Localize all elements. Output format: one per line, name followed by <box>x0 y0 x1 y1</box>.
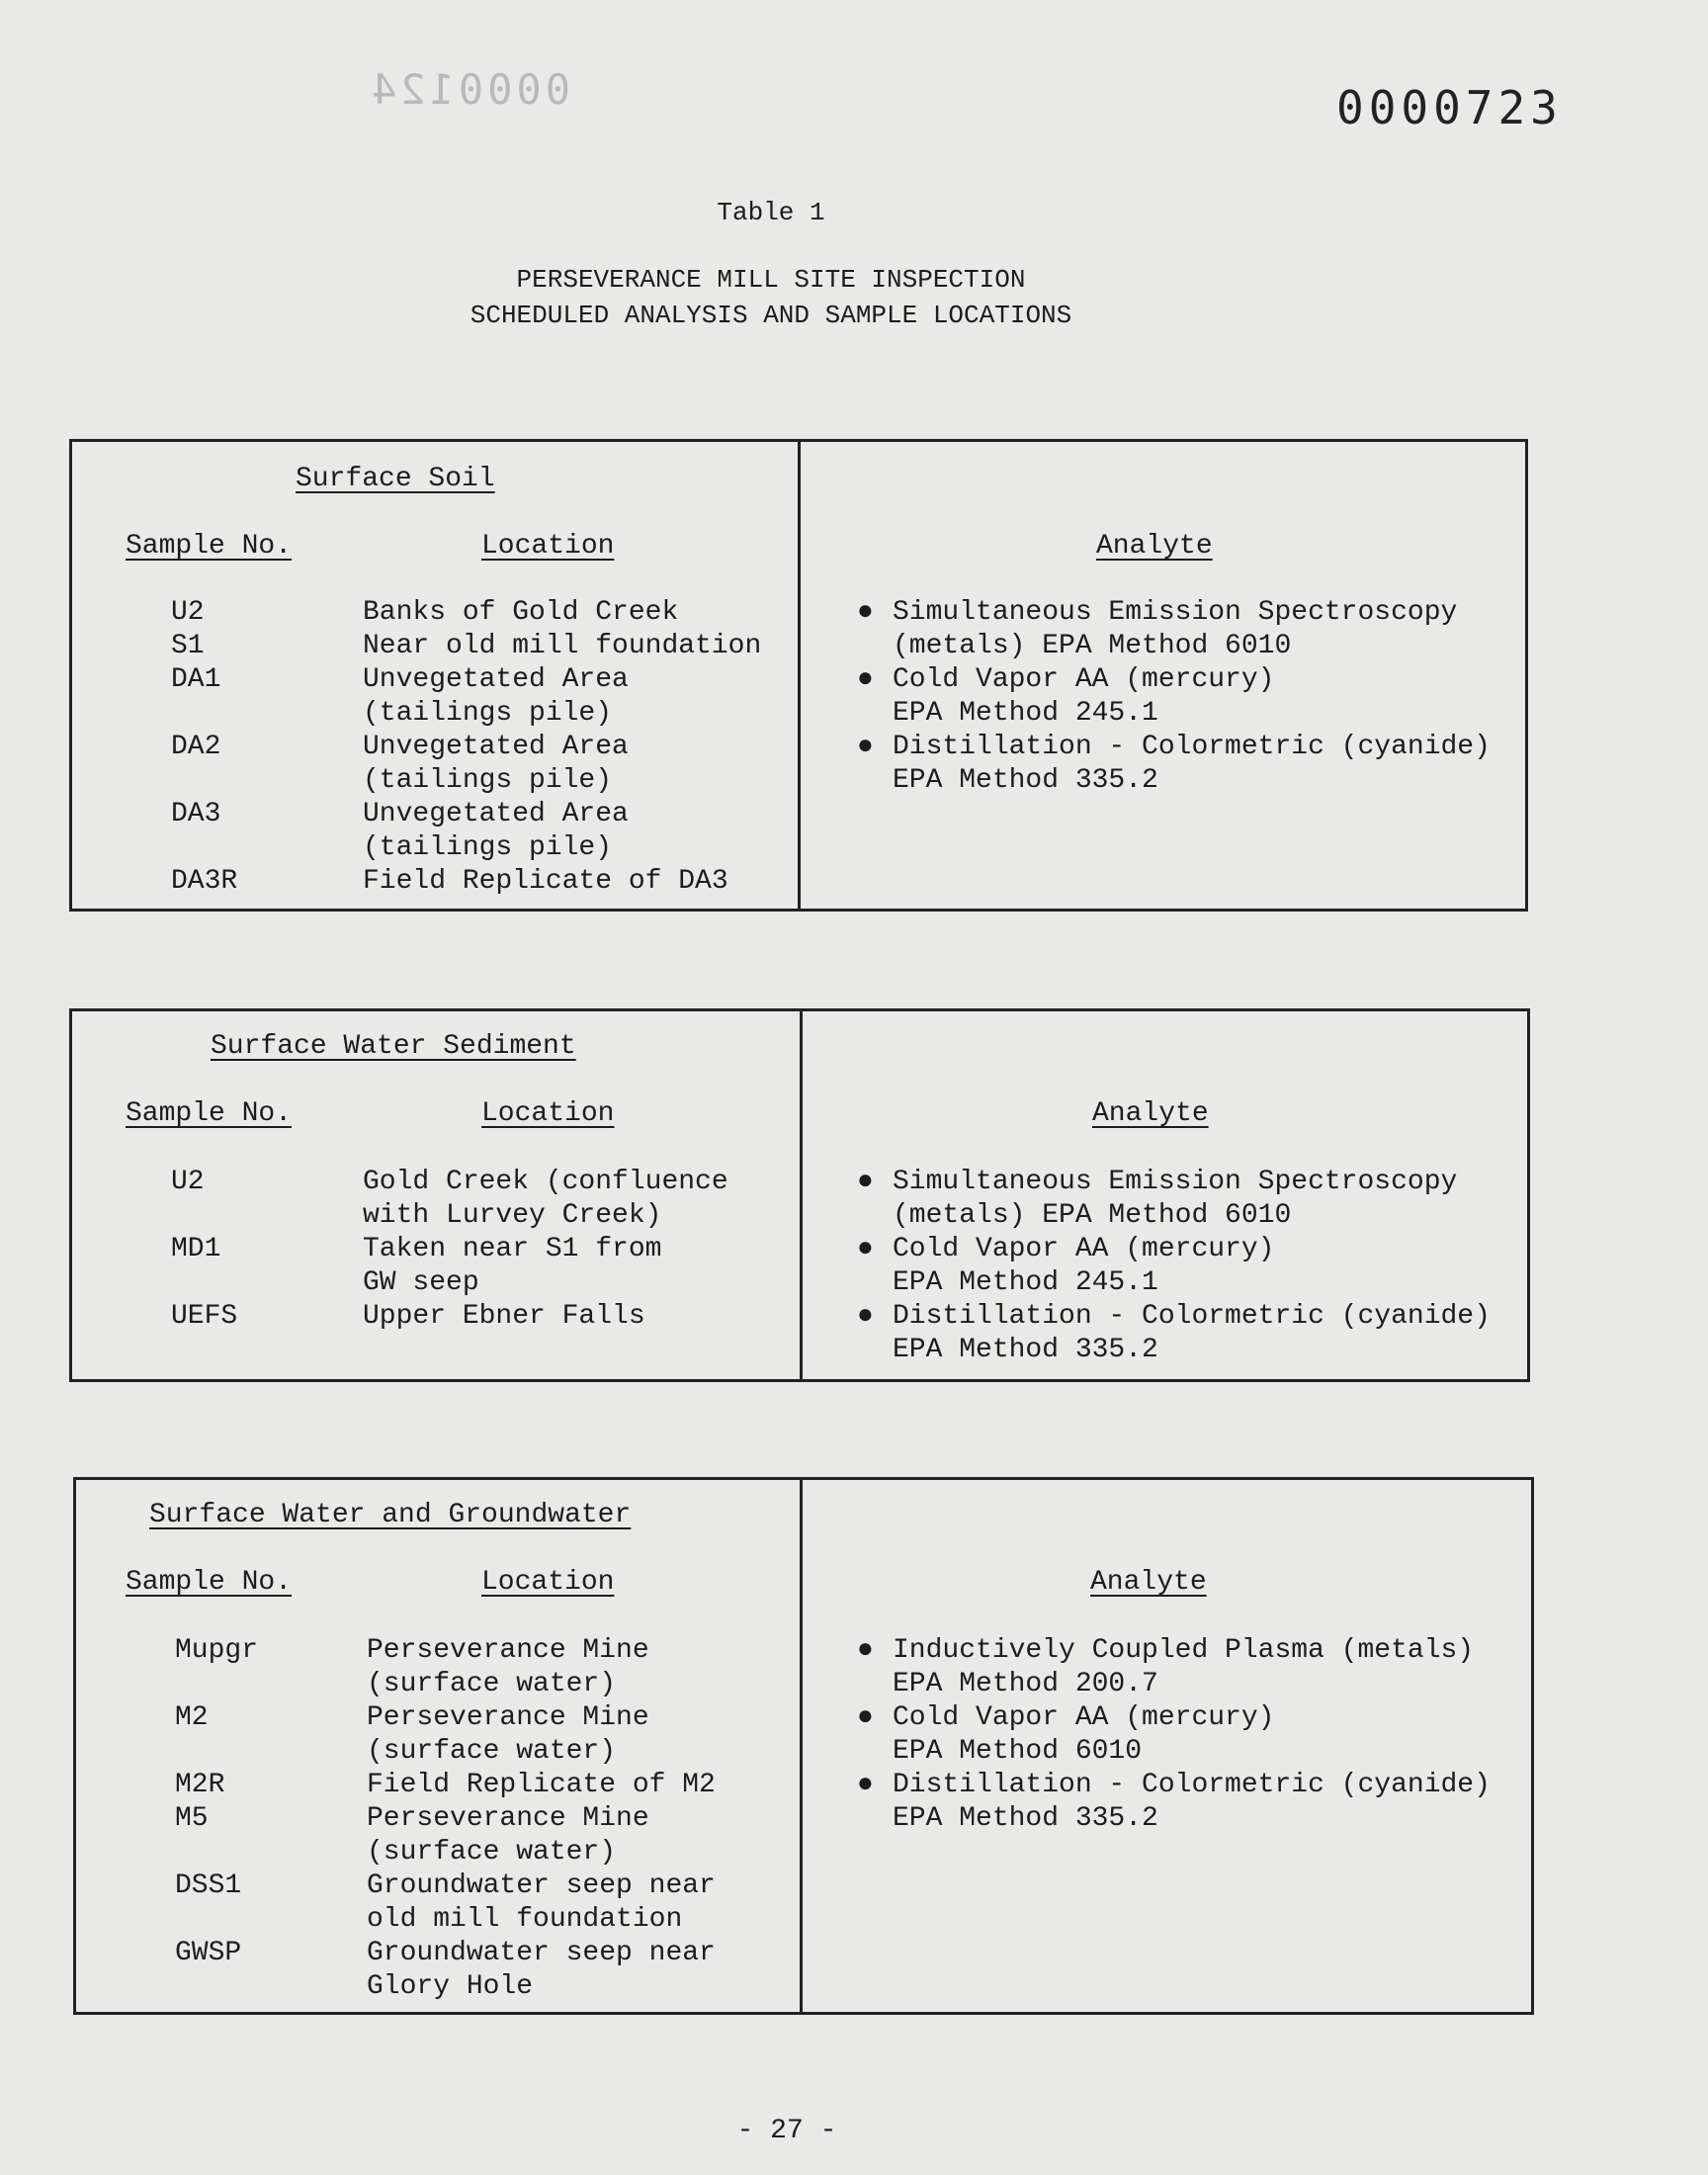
sample-location: (tailings pile) <box>363 698 613 729</box>
analyte-list <box>853 1634 1491 1836</box>
sample-location: with Lurvey Creek) <box>363 1200 662 1231</box>
sample-location: Perseverance Mine <box>367 1803 649 1834</box>
column-divider <box>800 1480 803 2012</box>
sample-location: Gold Creek (confluence <box>363 1167 728 1197</box>
section-title: Surface Soil <box>296 464 495 494</box>
sample-location: Unvegetated Area <box>363 664 629 695</box>
analyte-text: EPA Method 245.1 <box>893 1267 1158 1298</box>
sample-id: M5 <box>175 1803 209 1834</box>
analyte-text: EPA Method 200.7 <box>893 1669 1158 1699</box>
analyte-text: EPA Method 245.1 <box>893 698 1158 729</box>
analyte-text: EPA Method 335.2 <box>893 1803 1158 1834</box>
table-label: Table 1 <box>717 198 825 227</box>
sample-id: M2R <box>175 1770 225 1800</box>
sample-location: Banks of Gold Creek <box>363 597 679 628</box>
sample-location: Upper Ebner Falls <box>363 1301 645 1332</box>
sample-location: Taken near S1 from <box>363 1234 662 1264</box>
bullet-icon: ● <box>857 1301 874 1332</box>
sample-location: Perseverance Mine <box>367 1635 649 1666</box>
analyte-text: Cold Vapor AA (mercury) <box>893 1234 1275 1264</box>
bullet-icon: ● <box>857 1770 874 1800</box>
column-divider <box>800 1011 803 1379</box>
bullet-icon: ● <box>857 732 874 762</box>
bullet-icon: ● <box>857 664 874 695</box>
analyte-text: EPA Method 335.2 <box>893 1335 1158 1365</box>
bullet-icon: ● <box>857 1702 874 1733</box>
sample-location: Unvegetated Area <box>363 799 629 829</box>
sample-id: M2 <box>175 1702 209 1733</box>
analyte-text: Distillation - Colormetric (cyanide) <box>893 1301 1491 1332</box>
sample-id: S1 <box>171 631 205 661</box>
analyte-item <box>853 596 1491 663</box>
bullet-icon: ● <box>857 1635 874 1666</box>
ghost-document-stamp: 0000124 <box>368 65 571 114</box>
sample-location: Unvegetated Area <box>363 732 629 762</box>
sample-id: GWSP <box>175 1938 242 1968</box>
sample-location: old mill foundation <box>367 1904 683 1935</box>
analyte-text: Distillation - Colormetric (cyanide) <box>893 1770 1491 1800</box>
sample-id: U2 <box>171 597 205 628</box>
sample-location: Glory Hole <box>367 1971 534 2002</box>
sample-location: GW seep <box>363 1267 479 1298</box>
analyte-text: EPA Method 335.2 <box>893 765 1158 796</box>
analyte-header: Analyte <box>1090 1567 1207 1598</box>
sample-location: Groundwater seep near <box>367 1938 716 1968</box>
analyte-text: (metals) EPA Method 6010 <box>893 1200 1292 1231</box>
sample-id: MD1 <box>171 1234 221 1264</box>
sample-location: Field Replicate of DA3 <box>363 866 728 897</box>
surface-soil-panel <box>69 439 1528 912</box>
sample-location: Groundwater seep near <box>367 1870 716 1901</box>
table-title-line-1: PERSEVERANCE MILL SITE INSPECTION <box>516 265 1026 295</box>
location-header: Location <box>481 531 615 562</box>
page-number: - 27 - <box>736 2116 837 2146</box>
bullet-icon: ● <box>857 1167 874 1197</box>
analyte-text: Cold Vapor AA (mercury) <box>893 664 1275 695</box>
analyte-item <box>853 663 1491 731</box>
sample-location: (surface water) <box>367 1837 617 1868</box>
sample-location: (tailings pile) <box>363 832 613 863</box>
table-title-line-2: SCHEDULED ANALYSIS AND SAMPLE LOCATIONS <box>470 301 1072 330</box>
analyte-header: Analyte <box>1096 531 1213 562</box>
analyte-item <box>853 1634 1491 1701</box>
analyte-list <box>853 1166 1491 1367</box>
sample-location: Field Replicate of M2 <box>367 1770 716 1800</box>
analyte-list <box>853 596 1491 798</box>
document-stamp: 0000723 <box>1336 81 1563 134</box>
analyte-text: EPA Method 6010 <box>893 1736 1143 1767</box>
analyte-text: Inductively Coupled Plasma (metals) <box>893 1635 1475 1666</box>
analyte-item <box>853 1701 1491 1769</box>
sample-id: DSS1 <box>175 1870 242 1901</box>
sample-id: UEFS <box>171 1301 238 1332</box>
surface-water-sediment-panel <box>69 1008 1530 1382</box>
bullet-icon: ● <box>857 1234 874 1264</box>
analyte-text: Cold Vapor AA (mercury) <box>893 1702 1275 1733</box>
sample-no-header: Sample No. <box>126 531 293 562</box>
sample-id: U2 <box>171 1167 205 1197</box>
location-header: Location <box>481 1567 615 1598</box>
section-title: Surface Water and Groundwater <box>149 1500 632 1530</box>
location-header: Location <box>481 1098 615 1129</box>
analyte-item <box>853 1300 1491 1367</box>
sample-location: (surface water) <box>367 1669 617 1699</box>
column-divider <box>798 442 801 909</box>
sample-id: DA1 <box>171 664 221 695</box>
sample-id: DA2 <box>171 732 221 762</box>
analyte-text: (metals) EPA Method 6010 <box>893 631 1292 661</box>
sample-id: DA3 <box>171 799 221 829</box>
analyte-header: Analyte <box>1092 1098 1209 1129</box>
sample-location: (surface water) <box>367 1736 617 1767</box>
sample-location: Perseverance Mine <box>367 1702 649 1733</box>
sample-no-header: Sample No. <box>126 1098 293 1129</box>
sample-location: (tailings pile) <box>363 765 613 796</box>
analyte-item <box>853 731 1491 798</box>
analyte-text: Simultaneous Emission Spectroscopy <box>893 1167 1458 1197</box>
sample-no-header: Sample No. <box>126 1567 293 1598</box>
analyte-item <box>853 1769 1491 1836</box>
section-title: Surface Water Sediment <box>211 1031 576 1062</box>
surface-water-groundwater-panel <box>73 1477 1534 2015</box>
analyte-text: Simultaneous Emission Spectroscopy <box>893 597 1458 628</box>
sample-id: DA3R <box>171 866 238 897</box>
sample-location: Near old mill foundation <box>363 631 762 661</box>
analyte-item <box>853 1166 1491 1233</box>
analyte-text: Distillation - Colormetric (cyanide) <box>893 732 1491 762</box>
sample-id: Mupgr <box>175 1635 259 1666</box>
bullet-icon: ● <box>857 597 874 628</box>
analyte-item <box>853 1233 1491 1300</box>
